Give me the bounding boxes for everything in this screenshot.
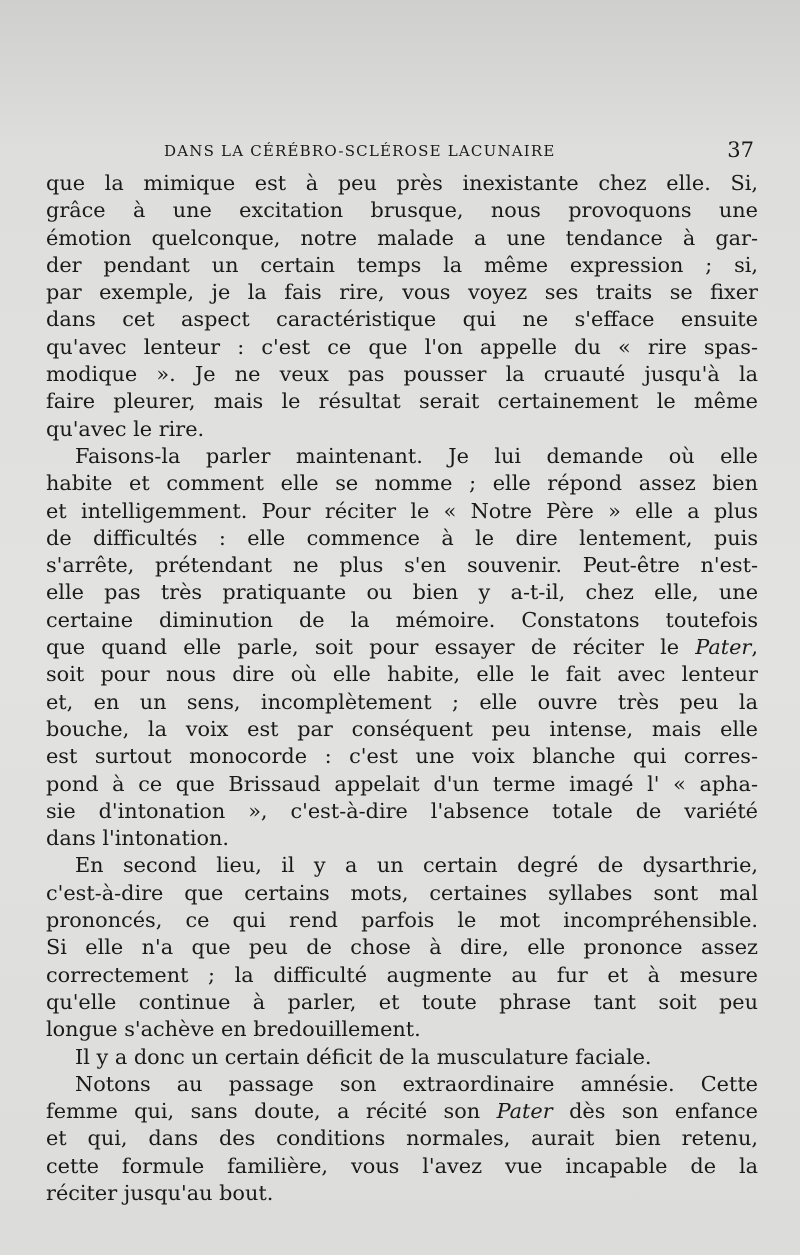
text-line: correctement ; la difficulté augmente au fur et à mesure <box>46 962 758 987</box>
text-line: longue s'achève en bredouillement. <box>46 1017 421 1042</box>
text-line: réciter jusqu'au bout. <box>46 1180 274 1205</box>
paragraph-1 <box>46 170 758 443</box>
text-line: grâce à une excitation brusque, nous provoquons une <box>46 198 758 223</box>
text-line: par exemple, je la fais rire, vous voyez ses traits se fixer <box>46 280 758 305</box>
text-line: Il y a donc un certain déficit de la musculature faciale. <box>75 1044 652 1069</box>
text-line: que quand elle parle, soit pour essayer de réciter le Pater, <box>46 635 758 660</box>
body-text <box>46 170 758 1207</box>
running-title: DANS LA CÉRÉBRO-SCLÉROSE LACUNAIRE <box>164 142 556 160</box>
text-line: est surtout monocorde : c'est une voix blanche qui corres- <box>46 744 758 769</box>
text-line: der pendant un certain temps la même expression ; si, <box>46 252 758 277</box>
text-line: et intelligemment. Pour réciter le « Notre Père » elle a plus <box>46 498 758 523</box>
text-line: cette formule familière, vous l'avez vue incapable de la <box>46 1153 758 1178</box>
text-line: elle pas très pratiquante ou bien y a-t-il, chez elle, une <box>46 580 758 605</box>
text-line: dans l'intonation. <box>46 826 230 851</box>
italic-word: Pater <box>695 635 752 660</box>
text-line: c'est-à-dire que certains mots, certaines syllabes sont mal <box>46 880 758 905</box>
text-line: femme qui, sans doute, a récité son Pater dès son enfance <box>46 1099 758 1124</box>
text-line: s'arrête, prétendant ne plus s'en souvenir. Peut-être n'est- <box>46 553 758 578</box>
text-line: qu'avec le rire. <box>46 416 205 441</box>
text-line: soit pour nous dire où elle habite, elle le fait avec lenteur <box>46 662 758 687</box>
text-line: et, en un sens, incomplètement ; elle ouvre très peu la <box>46 689 758 714</box>
text-line: qu'avec lenteur : c'est ce que l'on appelle du « rire spas- <box>46 334 758 359</box>
text-line: prononcés, ce qui rend parfois le mot incompréhensible. <box>46 908 758 933</box>
page-number: 37 <box>727 138 754 162</box>
text-line: de difficultés : elle commence à le dire lentement, puis <box>46 525 758 550</box>
text-line: Notons au passage son extraordinaire amnésie. Cette <box>75 1071 758 1096</box>
text-line: Faisons-la parler maintenant. Je lui demande où elle <box>75 443 758 468</box>
text-line: dans cet aspect caractéristique qui ne s'efface ensuite <box>46 307 758 332</box>
text-line: En second lieu, il y a un certain degré de dysarthrie, <box>75 853 758 878</box>
text-line: modique ». Je ne veux pas pousser la cruauté jusqu'à la <box>46 362 758 387</box>
paragraph-4 <box>46 1044 758 1071</box>
text-line: qu'elle continue à parler, et toute phrase tant soit peu <box>46 989 758 1014</box>
text-line: et qui, dans des conditions normales, aurait bien retenu, <box>46 1126 758 1151</box>
text-line: que la mimique est à peu près inexistante chez elle. Si, <box>46 171 758 195</box>
text-line: émotion quelconque, notre malade a une tendance à gar- <box>46 225 758 250</box>
italic-word: Pater <box>496 1099 553 1124</box>
paragraph-3 <box>46 852 758 1043</box>
text-line: habite et comment elle se nomme ; elle répond assez bien <box>46 471 758 496</box>
text-line: faire pleurer, mais le résultat serait certainement le même <box>46 389 758 414</box>
text-line: Si elle n'a que peu de chose à dire, elle prononce assez <box>46 935 758 960</box>
text-line: pond à ce que Brissaud appelait d'un terme imagé l' « apha- <box>46 771 758 796</box>
text-line: sie d'intonation », c'est-à-dire l'absence totale de variété <box>46 798 758 823</box>
running-head <box>46 138 754 166</box>
text-line: certaine diminution de la mémoire. Constatons toutefois <box>46 607 758 632</box>
paragraph-5 <box>46 1071 758 1207</box>
text-line: bouche, la voix est par conséquent peu intense, mais elle <box>46 716 758 741</box>
paragraph-2 <box>46 443 758 852</box>
